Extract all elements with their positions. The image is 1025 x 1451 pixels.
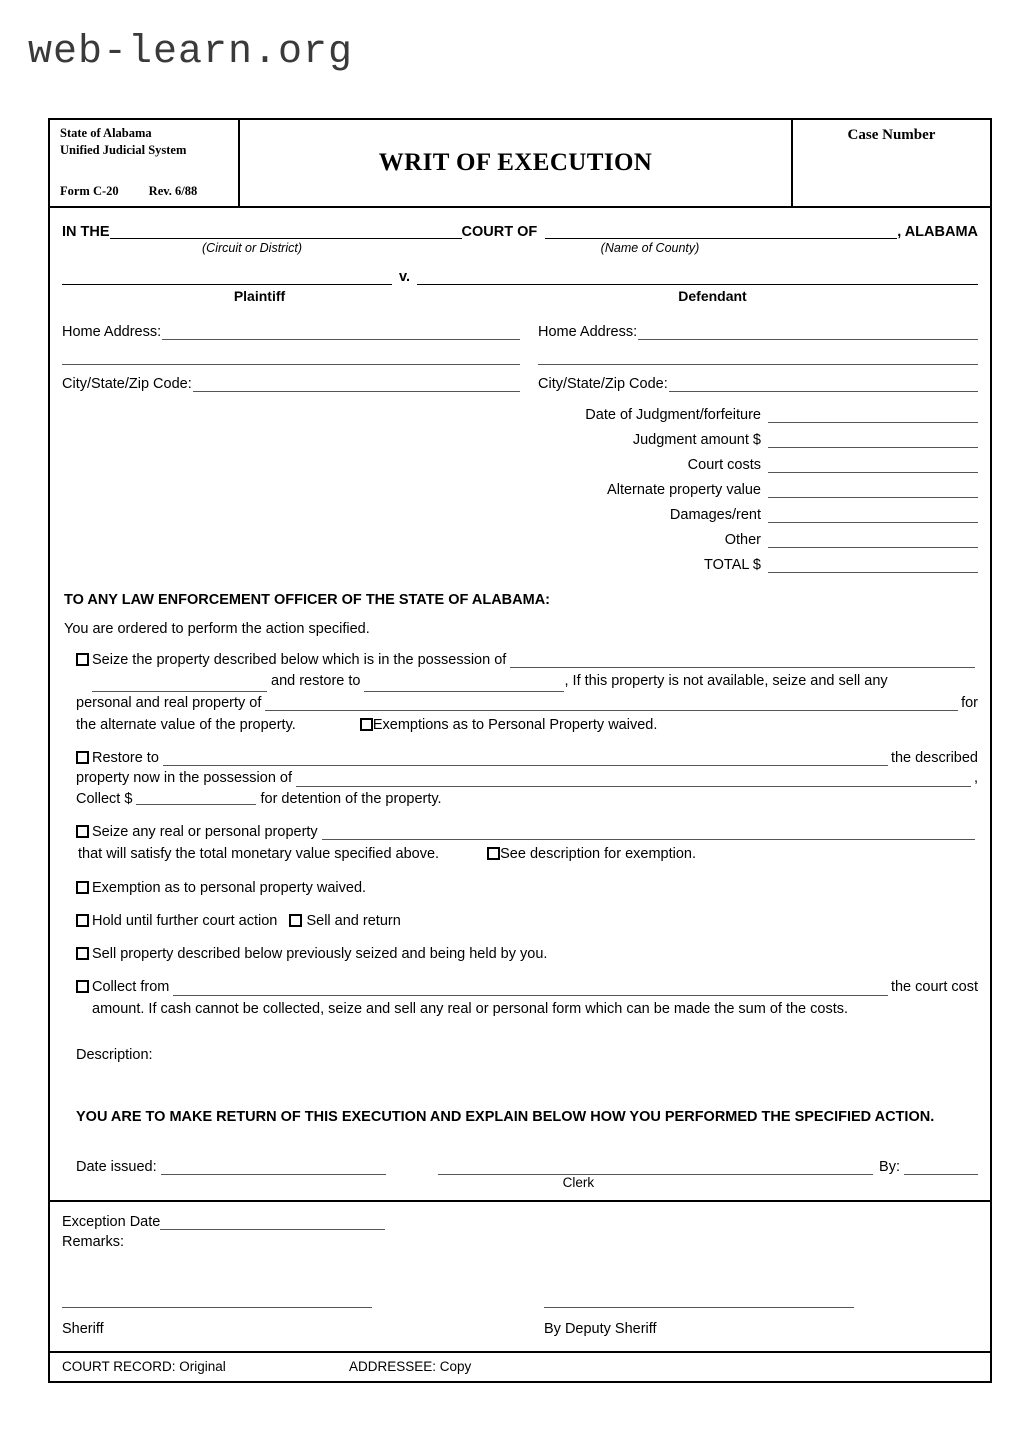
court-line-captions <box>50 240 990 255</box>
order-item-collect-from <box>62 978 978 1019</box>
court-of-label: COURT OF <box>461 224 538 240</box>
site-watermark: web-learn.org <box>28 30 354 75</box>
by-block <box>879 1159 978 1175</box>
description-label: Description: <box>76 1046 153 1063</box>
sheriff-signature-column <box>62 1306 520 1337</box>
checkbox-exemptions-personal-property-waived[interactable] <box>360 718 373 731</box>
order-item2-text-part4: , <box>973 770 978 787</box>
order-item-sell-previously-seized <box>62 945 978 964</box>
order-item3-text-part2: that will satisfy the total monetary value specified above. <box>78 846 440 863</box>
parties-line <box>50 255 990 286</box>
order-item1-property-owner-input[interactable] <box>265 697 958 711</box>
in-the-label: IN THE <box>62 224 110 240</box>
caption-name-of-county: (Name of County) <box>600 241 700 255</box>
address-block <box>50 304 990 403</box>
defendant-home-address-input[interactable] <box>638 326 978 340</box>
order-item-hold-or-sell <box>62 912 978 931</box>
order-item3-sub-checkbox-label: See description for exemption. <box>500 846 696 863</box>
order-item5-label-sell: Sell and return <box>306 912 401 929</box>
amount-label: Other <box>724 532 761 548</box>
order-item2-text-part3: property now in the possession of <box>76 770 293 787</box>
deputy-signature-column <box>520 1306 978 1337</box>
header-title-cell <box>240 120 793 206</box>
checkbox-seize-any-property[interactable] <box>76 825 89 838</box>
checkbox-sell-previously-seized[interactable] <box>76 947 89 960</box>
sheriff-label: Sheriff <box>62 1320 104 1337</box>
amount-label: Alternate property value <box>607 482 761 498</box>
order-item2-restore-party-input[interactable] <box>163 752 888 766</box>
order-item2-collect-tail: for detention of the property. <box>260 790 442 807</box>
order-item3-text-part1: Seize any real or personal property <box>92 823 318 840</box>
page-title: WRIT OF EXECUTION <box>378 149 653 176</box>
defendant-city-state-zip-label: City/State/Zip Code: <box>538 376 668 392</box>
order-item1-sub-checkbox-label: Exemptions as to Personal Property waived. <box>372 716 658 733</box>
amount-row <box>515 482 978 498</box>
form-footer <box>50 1353 990 1381</box>
amount-label: Date of Judgment/forfeiture <box>585 407 761 423</box>
order-item7-text-part3: amount. If cash cannot be collected, seize and sell any real or personal form which can be made the sum of the costs. <box>92 1000 849 1017</box>
amount-input[interactable] <box>768 534 978 548</box>
order-item-exemption-waived <box>62 879 978 898</box>
form-number-row <box>60 183 197 200</box>
plaintiff-home-address-input[interactable] <box>162 326 520 340</box>
court-line <box>50 208 990 240</box>
order-item1-possessor-input[interactable] <box>510 654 975 668</box>
amount-input[interactable] <box>768 509 978 523</box>
court-record-label: COURT RECORD: Original <box>62 1358 226 1374</box>
parties-captions <box>50 286 990 304</box>
writ-of-execution-form <box>48 118 992 1383</box>
form-body <box>50 208 990 1381</box>
order-item4-label: Exemption as to personal property waived. <box>92 879 367 896</box>
date-issued-label: Date issued: <box>76 1158 157 1175</box>
defendant-input[interactable] <box>417 270 978 285</box>
defendant-home-address-label: Home Address: <box>538 324 638 340</box>
checkbox-see-description-for-exemption[interactable] <box>487 847 500 860</box>
sheriff-return-block <box>50 1202 990 1337</box>
checkbox-exemption-waived[interactable] <box>76 881 89 894</box>
issue-row <box>50 1125 990 1190</box>
plaintiff-address-line2-row <box>62 351 520 365</box>
defendant-home-address-row <box>538 324 978 340</box>
exception-date-input[interactable] <box>160 1216 385 1230</box>
orders-section <box>50 582 990 1019</box>
plaintiff-city-state-zip-row <box>62 376 520 392</box>
amount-input[interactable] <box>768 434 978 448</box>
case-number-cell[interactable] <box>793 120 990 206</box>
exception-date-row <box>62 1214 978 1230</box>
amount-row <box>515 557 978 573</box>
order-item1-text-part1: Seize the property described below which is in the possession of <box>92 652 507 668</box>
clerk-signature-input[interactable] <box>438 1161 873 1175</box>
checkbox-sell-and-return[interactable] <box>289 914 302 927</box>
order-item1-restore-to-input[interactable] <box>364 679 564 692</box>
exception-date-label: Exception Date <box>62 1213 161 1230</box>
defendant-address-line2-input[interactable] <box>538 351 978 365</box>
order-item1-text-part2: and restore to <box>271 673 361 690</box>
court-name-input[interactable] <box>110 224 462 239</box>
state-suffix-label: , ALABAMA <box>897 224 978 240</box>
order-item-restore-to <box>62 749 978 809</box>
defendant-label: Defendant <box>678 288 747 304</box>
orders-heading: TO ANY LAW ENFORCEMENT OFFICER OF THE STATE OF ALABAMA: <box>64 592 550 608</box>
amount-label: Damages/rent <box>669 507 761 523</box>
order-item7-text-part1: Collect from <box>92 979 170 996</box>
order-item7-text-part2: the court cost <box>890 979 978 996</box>
header-agency-cell <box>50 120 240 206</box>
date-issued-input[interactable] <box>161 1161 386 1175</box>
order-item1-text-part5: for <box>961 694 978 711</box>
order-item5-label-hold: Hold until further court action <box>92 912 278 929</box>
order-item2-collect-label: Collect $ <box>76 790 133 807</box>
amount-row <box>515 407 978 423</box>
caption-circuit-or-district: (Circuit or District) <box>202 241 302 255</box>
amount-label: TOTAL $ <box>704 557 761 573</box>
order-item-seize-any-property <box>62 823 978 865</box>
order-item7-collect-from-input[interactable] <box>173 982 888 996</box>
plaintiff-address-line2-input[interactable] <box>62 351 520 365</box>
plaintiff-input[interactable] <box>62 270 392 285</box>
amount-row <box>515 532 978 548</box>
amount-row <box>515 457 978 473</box>
clerk-signature-block <box>438 1161 873 1190</box>
order-item1-text-part6: the alternate value of the property. <box>76 716 296 733</box>
order-item1-text-part3: , If this property is not available, seize and sell any <box>564 673 888 690</box>
checkbox-collect-from[interactable] <box>76 980 89 993</box>
order-item2-text-part1: Restore to <box>92 750 159 767</box>
orders-subheading: You are ordered to perform the action specified. <box>64 621 370 637</box>
order-item1-text-part4: personal and real property of <box>76 694 262 711</box>
signature-row <box>62 1306 978 1337</box>
checkbox-restore-to[interactable] <box>76 751 89 764</box>
deputy-label: By Deputy Sheriff <box>544 1320 657 1337</box>
order-item3-property-input[interactable] <box>322 826 975 840</box>
order-item1-blank-input[interactable] <box>92 679 267 692</box>
amount-input[interactable] <box>768 559 978 573</box>
defendant-city-state-zip-input[interactable] <box>669 378 978 392</box>
clerk-label: Clerk <box>562 1174 595 1190</box>
return-notice: YOU ARE TO MAKE RETURN OF THIS EXECUTION AND EXPLAIN BELOW HOW YOU PERFORMED THE SPECIFIED ACTION. <box>76 1108 935 1125</box>
checkbox-seize-and-restore[interactable] <box>76 653 89 666</box>
order-item2-text-part2: the described <box>890 750 978 767</box>
amount-input[interactable] <box>768 459 978 473</box>
defendant-address-line2-row <box>538 351 978 365</box>
by-label: By: <box>879 1158 900 1175</box>
judgment-amounts-block <box>50 403 990 582</box>
remarks-label: Remarks: <box>62 1233 125 1250</box>
amount-label: Court costs <box>687 457 761 473</box>
plaintiff-city-state-zip-label: City/State/Zip Code: <box>62 376 192 392</box>
plaintiff-home-address-row <box>62 324 520 340</box>
case-number-label: Case Number <box>847 127 936 143</box>
form-number: Form C-20 <box>60 183 119 198</box>
amount-row <box>515 507 978 523</box>
state-label: State of Alabama <box>60 126 152 140</box>
defendant-city-state-zip-row <box>538 376 978 392</box>
plaintiff-home-address-label: Home Address: <box>62 324 162 340</box>
amount-label: Judgment amount $ <box>632 432 761 448</box>
amount-input[interactable] <box>768 484 978 498</box>
defendant-address-column <box>520 324 978 403</box>
amount-input[interactable] <box>768 409 978 423</box>
addressee-label: ADDRESSEE: Copy <box>349 1358 472 1374</box>
county-name-input[interactable] <box>545 224 897 239</box>
amount-row <box>515 432 978 448</box>
order-item2-possessor-input[interactable] <box>296 773 971 787</box>
by-input[interactable] <box>904 1161 978 1175</box>
description-section[interactable] <box>50 1019 990 1063</box>
form-revision: Rev. 6/88 <box>148 183 198 198</box>
form-header <box>50 120 990 208</box>
judicial-system-label: Unified Judicial System <box>60 142 187 157</box>
plaintiff-label: Plaintiff <box>233 288 286 304</box>
order-item-seize-and-restore <box>62 651 978 735</box>
order-item2-collect-input[interactable] <box>136 792 256 805</box>
order-item6-label: Sell property described below previously seized and being held by you. <box>92 946 548 963</box>
plaintiff-address-column <box>62 324 520 403</box>
versus-label: v. <box>399 269 411 285</box>
checkbox-hold-until-further-court-action[interactable] <box>76 914 89 927</box>
plaintiff-city-state-zip-input[interactable] <box>193 378 520 392</box>
